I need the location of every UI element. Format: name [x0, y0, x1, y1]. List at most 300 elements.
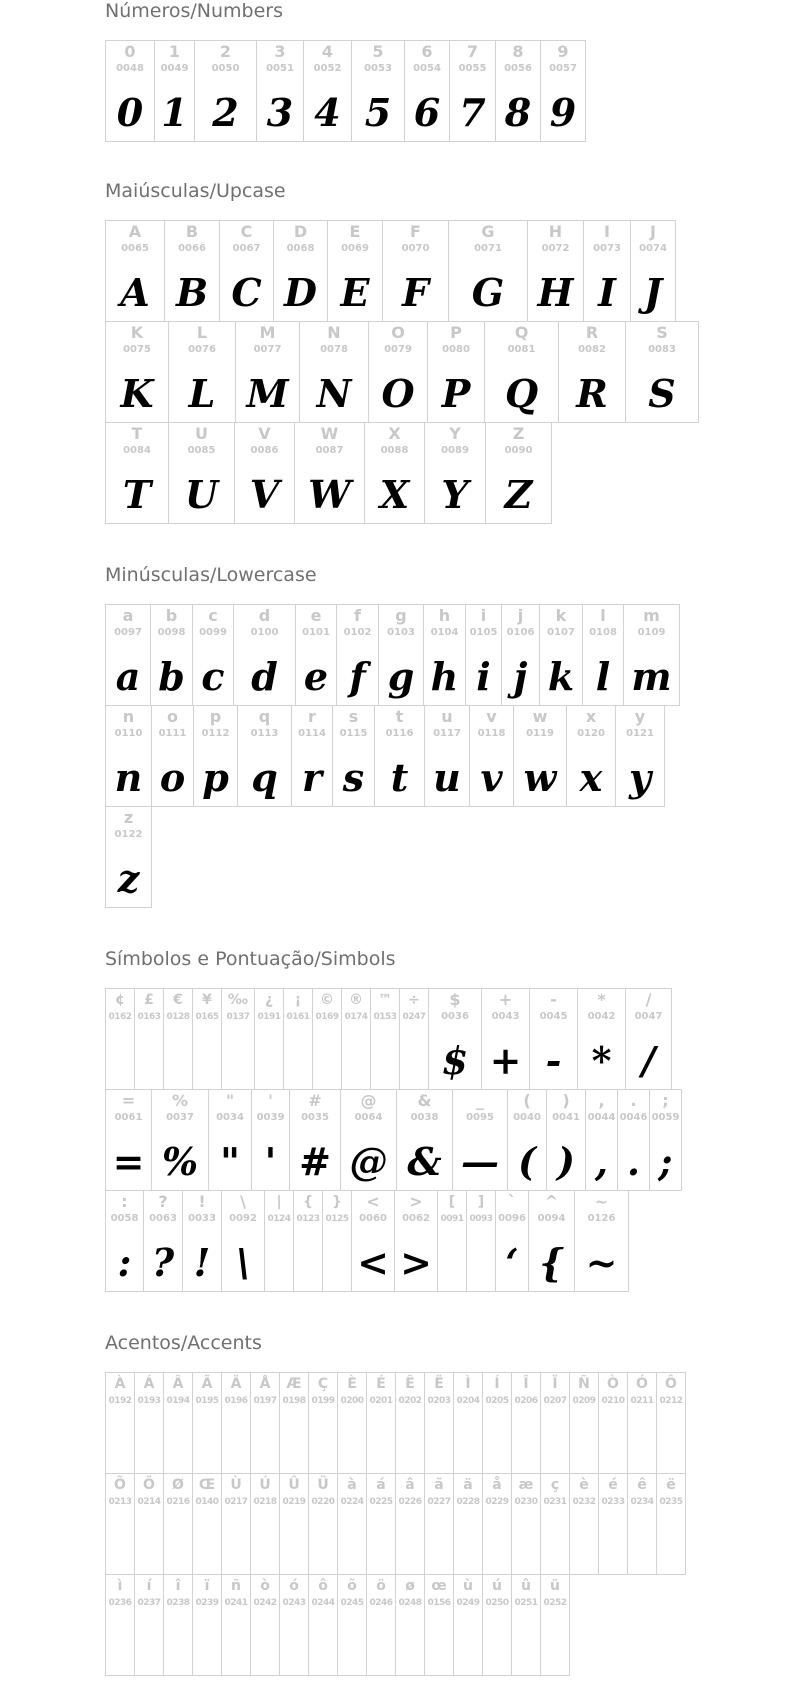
glyph-code-label: 0198 — [282, 1396, 306, 1406]
glyph-character-label: ' — [268, 1091, 273, 1110]
glyph-character-label: 6 — [421, 42, 433, 61]
glyph-code-label: 0036 — [441, 1011, 469, 1022]
glyph-code-label: 0218 — [253, 1497, 277, 1507]
glyph-cell — [337, 1473, 367, 1575]
glyph-character-label: á — [376, 1477, 386, 1493]
glyph-sample: @ — [349, 1139, 388, 1184]
glyph-character-label: M — [259, 323, 276, 342]
glyph-code-label: 0109 — [637, 627, 666, 638]
glyph-sample: 9 — [549, 90, 577, 135]
glyph-character-label: / — [645, 990, 652, 1009]
glyph-code-label: 0035 — [301, 1112, 329, 1123]
glyph-code-label: 0124 — [267, 1214, 291, 1224]
glyph-sample: G — [471, 270, 505, 315]
glyph-code-label: 0087 — [315, 445, 344, 456]
glyph-code-label: 0050 — [211, 63, 240, 74]
glyph-character-label: T — [131, 424, 143, 443]
glyph-character-label: ó — [289, 1578, 299, 1594]
glyph-code-label: 0137 — [226, 1012, 250, 1022]
glyph-character-label: â — [405, 1477, 415, 1493]
glyph-cell — [540, 40, 586, 142]
glyph-character-label: : — [121, 1192, 128, 1211]
glyph-sample: Z — [504, 472, 533, 517]
glyph-sample — [164, 1518, 192, 1574]
glyph-row — [105, 1574, 569, 1676]
glyph-cell — [163, 1372, 193, 1474]
glyph-character-label: ~ — [594, 1192, 609, 1211]
glyph-sample — [599, 1417, 627, 1473]
glyph-cell — [396, 1089, 453, 1191]
glyph-code-label: 0214 — [137, 1497, 161, 1507]
glyph-code-label: 0232 — [572, 1497, 596, 1507]
glyph-cell — [105, 321, 169, 423]
glyph-code-label: 0192 — [108, 1396, 132, 1406]
glyph-sample — [106, 1417, 134, 1473]
glyph-character-label: ] — [477, 1194, 485, 1210]
glyph-code-label: 0098 — [157, 627, 186, 638]
glyph-cell — [583, 220, 631, 322]
glyph-character-label: ø — [405, 1578, 415, 1594]
glyph-cell — [395, 1574, 425, 1676]
glyph-sample — [425, 1518, 453, 1574]
glyph-code-label: 0086 — [250, 445, 279, 456]
glyph-sample — [251, 1619, 279, 1675]
glyph-sample: . — [626, 1139, 641, 1184]
glyph-code-label: 0058 — [110, 1213, 139, 1224]
glyph-cell — [625, 321, 699, 423]
glyph-code-label: 0230 — [514, 1497, 538, 1507]
glyph-cell — [234, 422, 295, 524]
glyph-sample: d — [251, 654, 278, 699]
glyph-character-label: Í — [494, 1376, 500, 1392]
glyph-cell — [540, 1473, 570, 1575]
glyph-character-label: e — [310, 606, 322, 625]
glyph-row — [105, 1190, 628, 1292]
glyph-cell — [294, 422, 365, 524]
glyph-sample: S — [648, 371, 676, 416]
glyph-code-label: 0104 — [430, 627, 459, 638]
glyph-character-label: 9 — [557, 42, 569, 61]
glyph-code-label: 0252 — [543, 1598, 567, 1608]
glyph-cell — [221, 1473, 251, 1575]
glyph-sample — [255, 1033, 283, 1089]
glyph-character-label: ú — [492, 1578, 502, 1594]
glyph-character-label: Ë — [434, 1376, 444, 1392]
glyph-code-label: 0244 — [311, 1598, 335, 1608]
glyph-character-label: > — [409, 1192, 423, 1211]
glyph-sample: b — [158, 654, 185, 699]
glyph-sample: A — [120, 270, 150, 315]
glyph-character-label: < — [366, 1192, 380, 1211]
glyph-code-label: 0203 — [427, 1396, 451, 1406]
glyph-sample: C — [231, 270, 262, 315]
glyph-character-label: ® — [349, 992, 363, 1008]
glyph-character-label: u — [441, 707, 453, 726]
glyph-sample: L — [188, 371, 216, 416]
glyph-character-label: Ô — [665, 1376, 677, 1392]
glyph-row — [105, 1089, 681, 1191]
glyph-character-label: % — [171, 1091, 189, 1110]
glyph-character-label: Ö — [143, 1477, 155, 1493]
section-title: Maiúsculas/Upcase — [105, 180, 286, 202]
glyph-cell — [364, 422, 425, 524]
glyph-code-label: 0247 — [402, 1012, 426, 1022]
glyph-sample — [251, 1518, 279, 1574]
glyph-character-label: Å — [259, 1376, 271, 1392]
glyph-character-label: @ — [360, 1091, 377, 1110]
glyph-sample — [323, 1235, 351, 1291]
glyph-sample: ( — [518, 1139, 536, 1184]
glyph-code-label: 0103 — [387, 627, 415, 638]
glyph-code-label: 0245 — [340, 1598, 364, 1608]
glyph-cell — [399, 988, 429, 1090]
glyph-cell — [627, 1473, 657, 1575]
glyph-sample — [438, 1235, 466, 1291]
glyph-sample — [570, 1417, 598, 1473]
glyph-sample — [193, 1619, 221, 1675]
glyph-character-label: O — [391, 323, 405, 342]
glyph-code-label: 0201 — [369, 1396, 393, 1406]
glyph-sample: m — [631, 654, 672, 699]
glyph-sample — [338, 1417, 366, 1473]
glyph-code-label: 0042 — [587, 1011, 616, 1022]
glyph-character-label: Ø — [172, 1477, 184, 1493]
glyph-character-label: d — [258, 606, 271, 625]
glyph-character-label: G — [481, 222, 495, 241]
glyph-character-label: ¢ — [115, 992, 125, 1008]
glyph-sample: H — [537, 270, 574, 315]
glyph-code-label: 0108 — [589, 627, 617, 638]
glyph-sample — [338, 1619, 366, 1675]
glyph-code-label: 0063 — [149, 1213, 177, 1224]
glyph-cell — [511, 1574, 541, 1676]
glyph-character-label: , — [598, 1091, 605, 1110]
glyph-code-label: 0205 — [485, 1396, 509, 1406]
glyph-row — [105, 806, 151, 908]
glyph-character-label: B — [185, 222, 199, 241]
glyph-cell — [511, 1473, 541, 1575]
glyph-sample — [512, 1417, 540, 1473]
glyph-cell — [308, 1372, 338, 1474]
glyph-cell — [617, 1089, 650, 1191]
glyph-sample — [367, 1619, 395, 1675]
glyph-character-label: Á — [143, 1376, 155, 1392]
glyph-cell — [279, 1574, 309, 1676]
glyph-sample: 1 — [161, 90, 188, 135]
glyph-sample — [164, 1033, 192, 1089]
glyph-sample: f — [349, 654, 366, 699]
glyph-code-label: 0071 — [474, 243, 502, 254]
glyph-code-label: 0100 — [250, 627, 279, 638]
glyph-character-label: ö — [376, 1578, 386, 1594]
glyph-character-label: j — [517, 606, 524, 625]
glyph-cell — [105, 1574, 135, 1676]
glyph-character-label: Ê — [405, 1376, 415, 1392]
glyph-character-label: N — [327, 323, 341, 342]
glyph-sample: q — [251, 755, 278, 800]
glyph-code-label: 0169 — [315, 1012, 339, 1022]
glyph-character-label: $ — [449, 990, 461, 1009]
glyph-character-label: ™ — [378, 992, 392, 1008]
glyph-character-label: H — [548, 222, 563, 241]
glyph-sample — [338, 1518, 366, 1574]
glyph-sample — [454, 1518, 482, 1574]
glyph-code-label: 0210 — [601, 1396, 625, 1406]
glyph-character-label: ) — [562, 1091, 570, 1110]
glyph-cell — [427, 321, 485, 423]
glyph-code-label: 0191 — [257, 1012, 281, 1022]
glyph-code-label: 0083 — [648, 344, 676, 355]
glyph-sample — [541, 1417, 569, 1473]
glyph-sample — [309, 1417, 337, 1473]
glyph-sample: Q — [504, 371, 539, 416]
glyph-sample: % — [161, 1139, 199, 1184]
glyph-character-label: æ — [518, 1477, 534, 1493]
glyph-code-label: 0241 — [224, 1598, 248, 1608]
glyph-cell — [630, 220, 676, 322]
glyph-character-label: p — [209, 707, 222, 726]
glyph-sample: Y — [441, 472, 469, 517]
glyph-cell — [219, 220, 274, 322]
glyph-sample — [396, 1619, 424, 1675]
glyph-character-label: Ü — [317, 1477, 329, 1493]
glyph-cell — [105, 1089, 152, 1191]
glyph-character-label: # — [308, 1091, 322, 1110]
glyph-character-label: z — [123, 808, 134, 827]
glyph-sample: U — [184, 472, 219, 517]
glyph-cell — [105, 1473, 135, 1575]
glyph-sample: I — [598, 270, 616, 315]
glyph-code-label: 0059 — [651, 1112, 680, 1123]
glyph-code-label: 0227 — [427, 1497, 451, 1507]
glyph-character-label: î — [175, 1578, 181, 1594]
glyph-character-label: í — [146, 1578, 152, 1594]
glyph-code-label: 0235 — [659, 1497, 683, 1507]
glyph-character-label: v — [486, 707, 497, 726]
glyph-character-label: g — [395, 606, 407, 625]
glyph-sample — [251, 1417, 279, 1473]
glyph-character-label: h — [438, 606, 451, 625]
glyph-code-label: 0121 — [626, 728, 654, 739]
glyph-character-label: ; — [662, 1091, 669, 1110]
glyph-code-label: 0048 — [116, 63, 144, 74]
glyph-cell — [482, 1473, 512, 1575]
glyph-sample: 3 — [266, 90, 294, 135]
glyph-code-label: 0234 — [630, 1497, 654, 1507]
glyph-cell — [150, 604, 193, 706]
glyph-cell — [404, 40, 450, 142]
glyph-sample: j — [513, 654, 528, 699]
glyph-code-label: 0239 — [195, 1598, 219, 1608]
glyph-cell — [649, 1089, 682, 1191]
glyph-character-label: ò — [260, 1578, 270, 1594]
glyph-character-label: ì — [117, 1578, 123, 1594]
glyph-character-label: £ — [144, 992, 154, 1008]
glyph-character-label: + — [498, 990, 513, 1009]
glyph-character-label: ê — [637, 1477, 647, 1493]
glyph-character-label: Ù — [230, 1477, 242, 1493]
glyph-cell — [598, 1473, 628, 1575]
glyph-cell — [208, 1089, 252, 1191]
glyph-character-label: ë — [666, 1477, 676, 1493]
glyph-sample — [309, 1518, 337, 1574]
glyph-character-label: U — [195, 424, 208, 443]
glyph-code-label: 0037 — [166, 1112, 194, 1123]
glyph-sample: " — [220, 1139, 240, 1184]
glyph-sample — [425, 1417, 453, 1473]
glyph-character-label: Û — [288, 1477, 300, 1493]
glyph-cell — [378, 604, 424, 706]
glyph-cell — [256, 40, 304, 142]
glyph-cell — [192, 1473, 222, 1575]
glyph-code-label: 0091 — [440, 1214, 464, 1224]
glyph-character-label: [ — [448, 1194, 456, 1210]
glyph-cell — [322, 1190, 352, 1292]
glyph-code-label: 0236 — [108, 1598, 132, 1608]
glyph-cell — [237, 705, 292, 807]
glyph-sample — [193, 1417, 221, 1473]
glyph-character-label: © — [320, 992, 334, 1008]
glyph-cell — [482, 1372, 512, 1474]
glyph-cell — [299, 321, 369, 423]
glyph-code-label: 0075 — [123, 344, 151, 355]
glyph-character-label: ? — [158, 1192, 168, 1211]
glyph-sample: a — [115, 654, 141, 699]
glyph-cell — [105, 1372, 135, 1474]
glyph-sample: = — [112, 1139, 145, 1184]
glyph-cell — [250, 1574, 280, 1676]
glyph-cell — [370, 988, 400, 1090]
glyph-code-label: 0040 — [513, 1112, 541, 1123]
glyph-code-label: 0140 — [195, 1497, 219, 1507]
glyph-sample — [193, 1033, 221, 1089]
glyph-character-label: 2 — [219, 42, 232, 61]
glyph-sample: $ — [441, 1038, 469, 1083]
glyph-code-label: 0082 — [578, 344, 606, 355]
glyph-cell — [546, 1089, 586, 1191]
glyph-character-label: C — [240, 222, 253, 241]
glyph-character-label: b — [165, 606, 178, 625]
glyph-character-label: Ã — [201, 1376, 213, 1392]
glyph-sample: R — [576, 371, 608, 416]
glyph-row — [105, 40, 585, 142]
glyph-sample: F — [402, 270, 429, 315]
glyph-code-label: 0114 — [298, 728, 326, 739]
glyph-cell — [221, 1190, 265, 1292]
glyph-character-label: Ò — [607, 1376, 619, 1392]
section-title: Acentos/Accents — [105, 1332, 262, 1354]
glyph-cell — [221, 1574, 251, 1676]
glyph-sample: D — [284, 270, 317, 315]
glyph-sample: g — [387, 654, 415, 699]
glyph-code-label: 0162 — [108, 1012, 132, 1022]
glyph-sample: c — [201, 654, 225, 699]
glyph-cell — [295, 604, 337, 706]
glyph-code-label: 0092 — [229, 1213, 257, 1224]
glyph-character-label: R — [585, 323, 599, 342]
glyph-character-label: q — [258, 707, 271, 726]
glyph-sample: W — [308, 472, 351, 517]
glyph-cell — [465, 604, 502, 706]
glyph-sample — [371, 1033, 399, 1089]
glyph-code-label: 0224 — [340, 1497, 364, 1507]
glyph-code-label: 0220 — [311, 1497, 335, 1507]
glyph-sample — [164, 1619, 192, 1675]
glyph-sample: r — [301, 755, 323, 800]
glyph-cell — [485, 422, 552, 524]
glyph-code-label: 0197 — [253, 1396, 277, 1406]
glyph-code-label: 0039 — [256, 1112, 285, 1123]
glyph-sample — [280, 1417, 308, 1473]
glyph-row — [105, 220, 675, 322]
glyph-cell — [539, 604, 583, 706]
glyph-character-label: à — [347, 1477, 357, 1493]
glyph-character-label: ÷ — [408, 992, 420, 1008]
glyph-sample: + — [489, 1038, 522, 1083]
glyph-code-label: 0248 — [398, 1598, 422, 1608]
glyph-sample — [164, 1417, 192, 1473]
glyph-sample — [313, 1033, 341, 1089]
glyph-character-label: Â — [172, 1376, 184, 1392]
glyph-cell — [449, 40, 496, 142]
glyph-character-label: = — [121, 1091, 136, 1110]
glyph-sample: 5 — [364, 90, 392, 135]
glyph-code-label: 0096 — [498, 1213, 526, 1224]
glyph-code-label: 0120 — [577, 728, 605, 739]
glyph-code-label: 0225 — [369, 1497, 393, 1507]
glyph-cell — [482, 1574, 512, 1676]
glyph-cell — [374, 705, 425, 807]
glyph-code-label: 0056 — [504, 63, 532, 74]
glyph-sample: M — [246, 371, 289, 416]
glyph-sample — [628, 1417, 656, 1473]
glyph-character-label: * — [597, 990, 606, 1009]
glyph-sample — [135, 1518, 163, 1574]
glyph-sample — [541, 1518, 569, 1574]
glyph-character-label: k — [555, 606, 567, 625]
glyph-cell — [566, 705, 616, 807]
glyph-sample: z — [117, 856, 140, 901]
glyph-sample: — — [461, 1139, 499, 1184]
glyph-character-label: Ï — [552, 1376, 558, 1392]
glyph-cell — [598, 1372, 628, 1474]
glyph-cell — [279, 1372, 309, 1474]
glyph-character-label: Ì — [465, 1376, 471, 1392]
glyph-cell — [221, 988, 255, 1090]
glyph-code-label: 0038 — [410, 1112, 439, 1123]
glyph-cell — [154, 40, 195, 142]
glyph-code-label: 0153 — [373, 1012, 397, 1022]
glyph-cell — [501, 604, 540, 706]
glyph-cell — [254, 988, 284, 1090]
glyph-cell — [615, 705, 665, 807]
glyph-code-label: 0033 — [188, 1213, 216, 1224]
glyph-character-label: m — [643, 606, 660, 625]
glyph-cell — [134, 1372, 164, 1474]
glyph-sample — [512, 1518, 540, 1574]
glyph-code-label: 0060 — [359, 1213, 387, 1224]
glyph-cell — [511, 1372, 541, 1474]
glyph-sample — [342, 1033, 370, 1089]
glyph-sample: J — [644, 270, 662, 315]
glyph-sample — [294, 1235, 322, 1291]
glyph-character-label: - — [550, 990, 557, 1009]
glyph-sample: P — [441, 371, 471, 416]
glyph-cell — [134, 1574, 164, 1676]
glyph-character-label: 1 — [168, 42, 181, 61]
glyph-code-label: 0161 — [286, 1012, 310, 1022]
glyph-cell — [453, 1473, 483, 1575]
